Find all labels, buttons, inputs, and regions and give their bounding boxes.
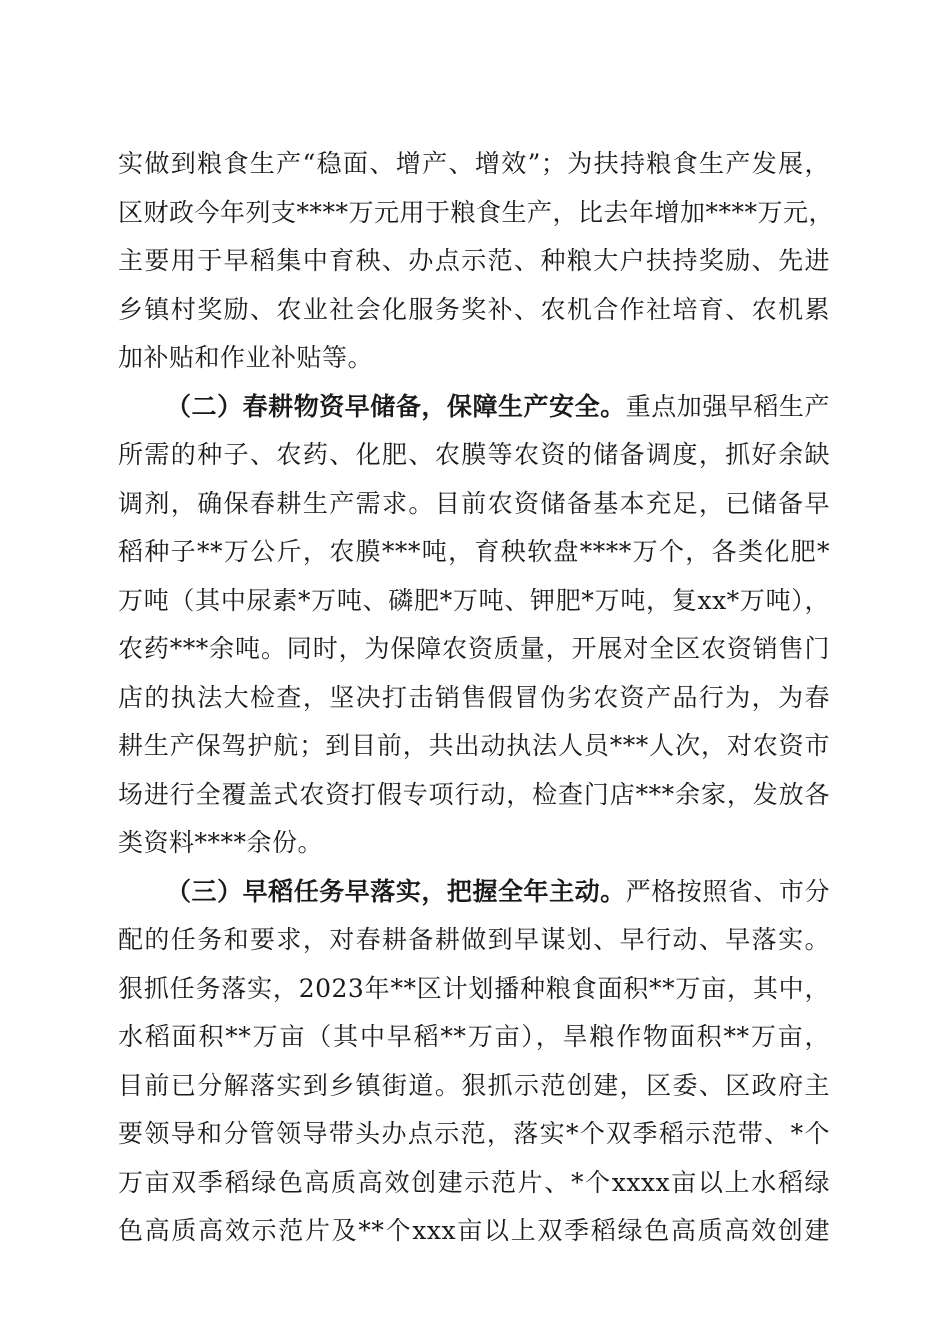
text-line: 实做到粮食生产“稳面、增产、增效”；为扶持粮食生产发展， [118, 149, 830, 178]
text-line: 色高质高效示范片及**个xxx亩以上双季稻绿色高质高效创建 [118, 1216, 830, 1245]
text-line: 万亩双季稻绿色高质高效创建示范片、*个xxxx亩以上水稻绿 [118, 1167, 830, 1197]
text-line: 调剂，确保春耕生产需求。目前农资储备基本充足，已储备早 [118, 488, 830, 518]
text-line: 要领导和分管领导带头办点示范，落实*个双季稻示范带、*个 [118, 1119, 830, 1148]
text-line: 主要用于早稻集中育秧、办点示范、种粮大户扶持奖励、先进 [118, 246, 830, 275]
text-span: 重点加强早稻生产 [625, 391, 830, 421]
text-line: 耕生产保驾护航；到目前，共出动执法人员***人次，对农资市 [118, 731, 830, 760]
paragraph [118, 140, 835, 383]
text-line: 目前已分解落实到乡镇街道。狠抓示范创建，区委、区政府主 [118, 1070, 830, 1100]
section-heading: （二）春耕物资早储备，保障生产安全。 [166, 391, 626, 421]
text-line: 农药***余吨。同时，为保障农资质量，开展对全区农资销售门 [118, 634, 830, 663]
text-line: 所需的种子、农药、化肥、农膜等农资的储备调度，抓好余缺 [118, 440, 830, 469]
text-line: 水稻面积**万亩（其中早稻**万亩），旱粮作物面积**万亩， [118, 1022, 830, 1051]
document-body [118, 140, 835, 1256]
text-line: 场进行全覆盖式农资打假专项行动，检查门店***余家，发放各 [118, 779, 830, 809]
paragraph-first-line [118, 383, 830, 432]
text-line: 乡镇村奖励、农业社会化服务奖补、农机合作社培育、农机累 [118, 294, 830, 324]
text-line: 区财政今年列支****万元用于粮食生产，比去年增加****万元， [118, 197, 835, 227]
paragraph [118, 383, 830, 868]
text-span: 严格按照省、市分 [625, 876, 830, 906]
section-heading: （三）早稻任务早落实，把握全年主动。 [166, 876, 626, 906]
text-line: 配的任务和要求，对春耕备耕做到早谋划、早行动、早落实。 [118, 925, 830, 954]
text-line: 狠抓任务落实，2023年**区计划播种粮食面积**万亩，其中， [118, 973, 830, 1003]
text-line: 店的执法大检查，坚决打击销售假冒伪劣农资产品行为，为春 [118, 682, 830, 712]
paragraph [118, 868, 830, 1256]
paragraph-first-line [118, 868, 830, 917]
text-line: 万吨（其中尿素*万吨、磷肥*万吨、钾肥*万吨，复xx*万吨）， [118, 585, 830, 615]
text-line: 稻种子**万公斤，农膜***吨，育秧软盘****万个，各类化肥* [118, 537, 830, 566]
text-line: 类资料****余份。 [118, 828, 324, 857]
text-line: 加补贴和作业补贴等。 [118, 343, 374, 372]
